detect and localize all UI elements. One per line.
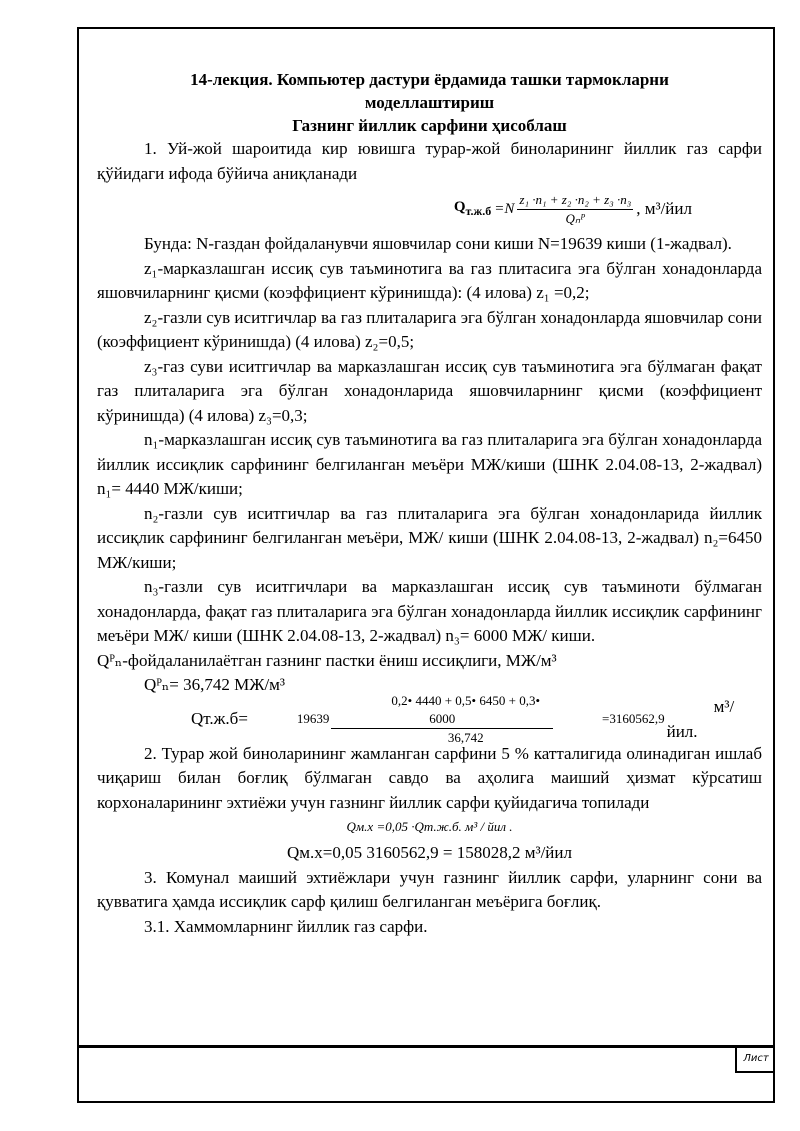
paragraph-2: Бунда: N-газдан фойдаланувчи яшовчилар сони киши N=19639 киши (1-жадвал). [144,234,732,253]
formula-denominator: Qₙᴾ [565,210,586,226]
footer-divider [77,1045,775,1048]
paragraph-12: 3. Комунал маиший эхтиёжлари учун газнинг йиллик сарфи, уларнинг сони ва қувватига ҳамда иссиқлик сарф қилиш белгиланган меъёрига боғлиқ. [97,867,762,911]
formula-lhs: $Q_{т.ж.б}$ [453,198,492,218]
title-line-1: 14-лекция. Компьютер дастури ёрдамида ташки тармокларни [190,70,669,89]
formula-calculation [97,693,762,745]
calc-result: =3160562,9 [602,711,665,727]
calc-unit: м³/йил. [666,697,735,741]
paragraph-11: 2. Турар жой биноларининг жамланган сарфини 5 % катталигида олинадиган ишлаб чиқариш билан боғлиқ бўлмаган савдо ва аҳолига маиший ҳизмат кўрсатиш корхоналарининг эхтиёжи учун газнинг йиллик сарфи қуйидагича топилади [97,743,762,812]
paragraph-7: n₂-газли сув иситгичлар ва газ плиталарига эга бўлган хонадонларида йиллик иссиқлик сарфининг белгиланган меъёри, МЖ/ киши (ШНК 2.04.08-13, 2-жадвал) n₂=6450 МЖ/киши; [97,503,762,572]
formula-service-result: Qм.х=0,05 3160562,9 = 158028,2 м³/йил [287,843,572,862]
formula-service-consumption: Qм.х =0,05 ·Qт.ж.б. м³ / йил . [346,819,513,834]
lecture-title [97,68,762,137]
calc-n: 19639 [296,711,330,727]
title-line-2: моделлаштириш [364,93,495,112]
paragraph-5: z₃-газ суви иситгичлар ва марказлашган иссиқ сув таъминотига эга бўлмаган фақат газ плиталарига эга бўлган хонадонларида яшовчиларнинг қисми (коэффициент кўринишда) (4 илова) z₃=0,3; [97,356,762,425]
section-heading: Газнинг йиллик сарфини ҳисоблаш [292,116,567,135]
document-body [97,68,762,939]
paragraph-8: n₃-газли сув иситгичлари ва марказлашган иссиқ сув таъминоти бўлмаган хонадонларда, фақат газ плиталарига эга бўлган хонадонларда йиллик иссиқлик сарфининг меъёри МЖ/ киши (ШНК 2.04.08-13, 2-жадвал) n₃= 6000 МЖ/ киши. [97,577,762,645]
calc-denominator: 36,742 [447,730,484,745]
paragraph-9: Qᴾₙ-фойдаланилаётган газнинг пастки ёниш иссиқлиги, МЖ/м³ [97,650,557,670]
formula-unit: , м³/йил [636,198,692,218]
formula-numerator: z₁ ·n₁ + z₂ ·n₂ + z₃ ·n₃ [517,191,633,210]
paragraph-1: 1. Уй-жой шароитида кир ювишга турар-жой биноларининг йиллик газ сарфи қўйидаги ифода бўйича аниқланади [97,139,762,183]
sheet-label-box [735,1045,775,1073]
sheet-label: Лист [743,1052,769,1064]
paragraph-6: n₁-марказлашган иссиқ сув таъминотига ва газ плиталарига эга бўлган хонадонларда йиллик иссиқлик сарфининг белгиланган меъёри МЖ/киши (ШНК 2.04.08-13, 2-жадвал) n₁= 4440 МЖ/киши; [97,430,762,498]
calc-fraction [331,692,553,747]
calc-lhs: Qт.ж.б= [191,709,248,729]
formula-eq: =N [494,200,515,217]
paragraph-4: z₂-газли сув иситгичлар ва газ плиталарига эга бўлган хонадонларда яшовчилар сони (коэффициент кўринишда) (4 илова) z₂=0,5; [97,307,762,351]
formula-annual-consumption [97,186,762,232]
calc-numerator: 0,2• 4440 + 0,5• 6450 + 0,3• 6000 [331,692,553,729]
paragraph-3: z₁-марказлашган иссиқ сув таъминотига ва газ плитасига эга бўлган хонадонларда яшовчиларнинг қисми (коэффициент кўринишда): (4 илова) z₁ =0,2; [97,258,762,302]
formula-fraction [517,191,633,228]
paragraph-13: 3.1. Хаммомларнинг йиллик газ сарфи. [144,916,428,936]
paragraph-10: Qᴾₙ= 36,742 МЖ/м³ [144,675,286,694]
